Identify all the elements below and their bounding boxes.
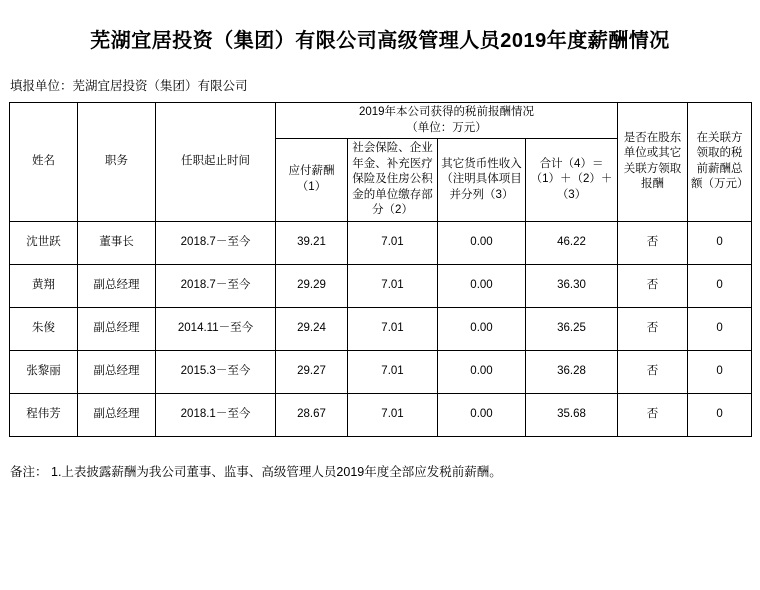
header-cell-term: 任职起止时间 <box>156 103 276 222</box>
cell-total: 36.30 <box>526 264 618 307</box>
cell-total: 35.68 <box>526 393 618 436</box>
cell-other: 0.00 <box>438 264 526 307</box>
cell-total: 36.28 <box>526 350 618 393</box>
cell-term: 2014.11－至今 <box>156 307 276 350</box>
cell-insurance: 7.01 <box>348 350 438 393</box>
table-row <box>10 393 752 436</box>
cell-shareholder: 否 <box>618 221 688 264</box>
cell-other: 0.00 <box>438 393 526 436</box>
group-header-line-1: 2019年本公司获得的税前报酬情况 <box>358 106 535 118</box>
cell-other: 0.00 <box>438 307 526 350</box>
cell-pay: 28.67 <box>276 393 348 436</box>
cell-related: 0 <box>688 393 752 436</box>
cell-related: 0 <box>688 350 752 393</box>
table-row <box>10 221 752 264</box>
cell-total: 36.25 <box>526 307 618 350</box>
cell-pay: 39.21 <box>276 221 348 264</box>
cell-term: 2018.1－至今 <box>156 393 276 436</box>
cell-post: 副总经理 <box>78 264 156 307</box>
cell-other: 0.00 <box>438 350 526 393</box>
cell-term: 2018.7－至今 <box>156 221 276 264</box>
header-cell-total: 合计（4）＝（1）＋（2）＋（3） <box>526 139 618 222</box>
table-row <box>10 264 752 307</box>
cell-name: 程伟芳 <box>10 393 78 436</box>
header-cell-related: 在关联方领取的税前薪酬总额（万元） <box>688 103 752 222</box>
cell-pay: 29.24 <box>276 307 348 350</box>
cell-shareholder: 否 <box>618 264 688 307</box>
table-header-row-top <box>10 103 752 139</box>
table-row <box>10 307 752 350</box>
cell-insurance: 7.01 <box>348 221 438 264</box>
header-cell-post: 职务 <box>78 103 156 222</box>
cell-insurance: 7.01 <box>348 307 438 350</box>
cell-total: 46.22 <box>526 221 618 264</box>
cell-pay: 29.27 <box>276 350 348 393</box>
header-cell-name: 姓名 <box>10 103 78 222</box>
cell-post: 董事长 <box>78 221 156 264</box>
header-cell-group-pretax <box>276 103 618 139</box>
cell-term: 2018.7－至今 <box>156 264 276 307</box>
cell-name: 朱俊 <box>10 307 78 350</box>
header-cell-insurance: 社会保险、企业年金、补充医疗保险及住房公积金的单位缴存部分（2） <box>348 139 438 222</box>
remark <box>0 437 760 482</box>
header-cell-pay: 应付薪酬（1） <box>276 139 348 222</box>
table-row <box>10 350 752 393</box>
cell-post: 副总经理 <box>78 393 156 436</box>
cell-term: 2015.3－至今 <box>156 350 276 393</box>
reporting-unit-label: 填报单位：芜湖宜居投资（集团）有限公司 <box>10 79 248 93</box>
group-header-line-2: （单位：万元） <box>406 121 487 134</box>
cell-shareholder: 否 <box>618 393 688 436</box>
header-cell-shareholder: 是否在股东单位或其它关联方领取报酬 <box>618 103 688 222</box>
cell-related: 0 <box>688 221 752 264</box>
cell-name: 黄翔 <box>10 264 78 307</box>
salary-table <box>9 102 752 437</box>
cell-post: 副总经理 <box>78 307 156 350</box>
cell-pay: 29.29 <box>276 264 348 307</box>
remark-text: 1.上表披露薪酬为我公司董事、监事、高级管理人员2019年度全部应发税前薪酬。 <box>51 464 502 479</box>
cell-insurance: 7.01 <box>348 264 438 307</box>
remark-label: 备注： <box>10 464 48 479</box>
cell-insurance: 7.01 <box>348 393 438 436</box>
cell-related: 0 <box>688 307 752 350</box>
cell-other: 0.00 <box>438 221 526 264</box>
cell-name: 张黎丽 <box>10 350 78 393</box>
cell-shareholder: 否 <box>618 307 688 350</box>
cell-post: 副总经理 <box>78 350 156 393</box>
header-cell-other: 其它货币性收入（注明具体项目并分列（3） <box>438 139 526 222</box>
cell-shareholder: 否 <box>618 350 688 393</box>
cell-related: 0 <box>688 264 752 307</box>
cell-name: 沈世跃 <box>10 221 78 264</box>
page-title: 芜湖宜居投资（集团）有限公司高级管理人员2019年度薪酬情况 <box>90 30 670 52</box>
